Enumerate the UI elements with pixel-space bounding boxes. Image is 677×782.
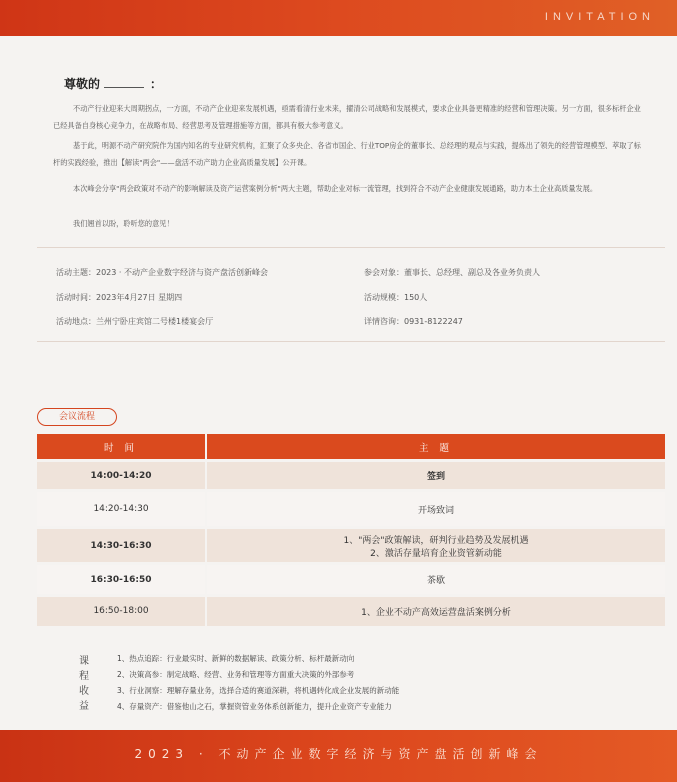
event-contact: 详情咨询：0931-8122247	[364, 317, 463, 326]
schedule-topic: 签到	[206, 461, 665, 491]
course-gains-list	[117, 651, 399, 715]
schedule-topic-line: 2、激活存量培育企业资管新动能	[370, 548, 502, 559]
table-row	[37, 461, 665, 491]
schedule-topic-line: 1、"两会"政策解读，研判行业趋势及发展机遇	[343, 535, 529, 546]
intro-paragraph-4: 我们翘首以盼，聆听您的意见！	[73, 219, 174, 228]
table-row	[37, 528, 665, 564]
event-venue: 活动地点：兰州宁卧庄宾馆二号楼1楼宴会厅	[56, 317, 214, 326]
schedule-header-row	[37, 434, 665, 461]
schedule-time: 14:00-14:20	[37, 461, 206, 491]
event-audience: 参会对象：董事长、总经理、副总及各业务负责人	[364, 268, 540, 277]
bottom-banner	[0, 730, 677, 782]
event-time: 活动时间：2023年4月27日 星期四	[56, 293, 183, 302]
intro-paragraph-2: 基于此，明源不动产研究院作为国内知名的专业研究机构，汇聚了众多央企、各省市国企、行业TOP房企的董事长、总经理的观点与实践，提炼出了领先的经营管理模型、萃取了标杆的实践经验，推出【解读"两会"——盘活不动产助力企业高质量发展】公开课。	[53, 141, 641, 167]
course-gains-title: 课 程 收 益	[79, 656, 89, 712]
intro-paragraph-1: 不动产行业迎来大周期拐点，一方面，不动产企业迎来发展机遇，亟需看清行业未来，擢清公司战略和发展模式，要求企业具备更精准的经营和管理决策。另一方面，很多标杆企业已经具备自身核心竞争力，在战略布局、经营思考及管理措施等方面，都具有极大参考意义。	[53, 104, 641, 130]
table-row	[37, 564, 665, 596]
schedule-table	[37, 434, 665, 626]
schedule-time: 14:30-16:30	[37, 528, 206, 564]
salutation	[64, 75, 162, 92]
schedule-time: 14:20-14:30	[37, 491, 206, 528]
invitation-label: INVITATION	[544, 11, 655, 23]
schedule-header-topic: 主 题	[206, 434, 665, 461]
schedule-topic	[206, 528, 665, 564]
list-item: 2、决策高参：制定战略、经营、业务和管理等方面重大决策的外部参考	[117, 670, 355, 679]
schedule-topic: 开场致词	[206, 491, 665, 528]
schedule-time: 16:30-16:50	[37, 564, 206, 596]
salutation-suffix: ：	[150, 77, 163, 91]
list-item: 3、行业洞察：理解存量业务，选择合适的赛道深耕，将机遇转化成企业发展的新动能	[117, 686, 400, 695]
schedule-header-time: 时 间	[37, 434, 206, 461]
schedule-topic: 茶歇	[206, 564, 665, 596]
event-scale: 活动规模：150人	[364, 293, 428, 302]
divider-bottom	[37, 341, 665, 342]
schedule-time: 16:50-18:00	[37, 596, 206, 626]
table-row	[37, 596, 665, 626]
schedule-topic: 1、企业不动产高效运营盘活案例分析	[206, 596, 665, 626]
event-theme: 活动主题：2023 · 不动产企业数字经济与资产盘活创新峰会	[56, 268, 268, 277]
list-item: 4、存量资产：借鉴他山之石，掌握资管业务体系创新能力，提升企业资产专业能力	[117, 702, 392, 711]
table-row	[37, 491, 665, 528]
schedule-section-tag: 会议流程	[37, 408, 117, 426]
salutation-prefix: 尊敬的	[64, 77, 101, 91]
intro-paragraph-3: 本次峰会分享"两会政策对不动产的影响解读及资产运营案例分析"两大主题，帮助企业对标一流管理，找到符合不动产企业健康发展通路，助力本土企业高质量发展。	[73, 184, 598, 193]
top-banner	[0, 0, 677, 36]
list-item: 1、热点追踪：行业最实时、新鲜的数据解读、政策分析、标杆最新动向	[117, 654, 355, 663]
footer-slogan: 2023 · 不动产企业数字经济与资产盘活创新峰会	[134, 747, 543, 761]
name-blank-line	[104, 87, 144, 88]
divider-top	[37, 247, 665, 248]
